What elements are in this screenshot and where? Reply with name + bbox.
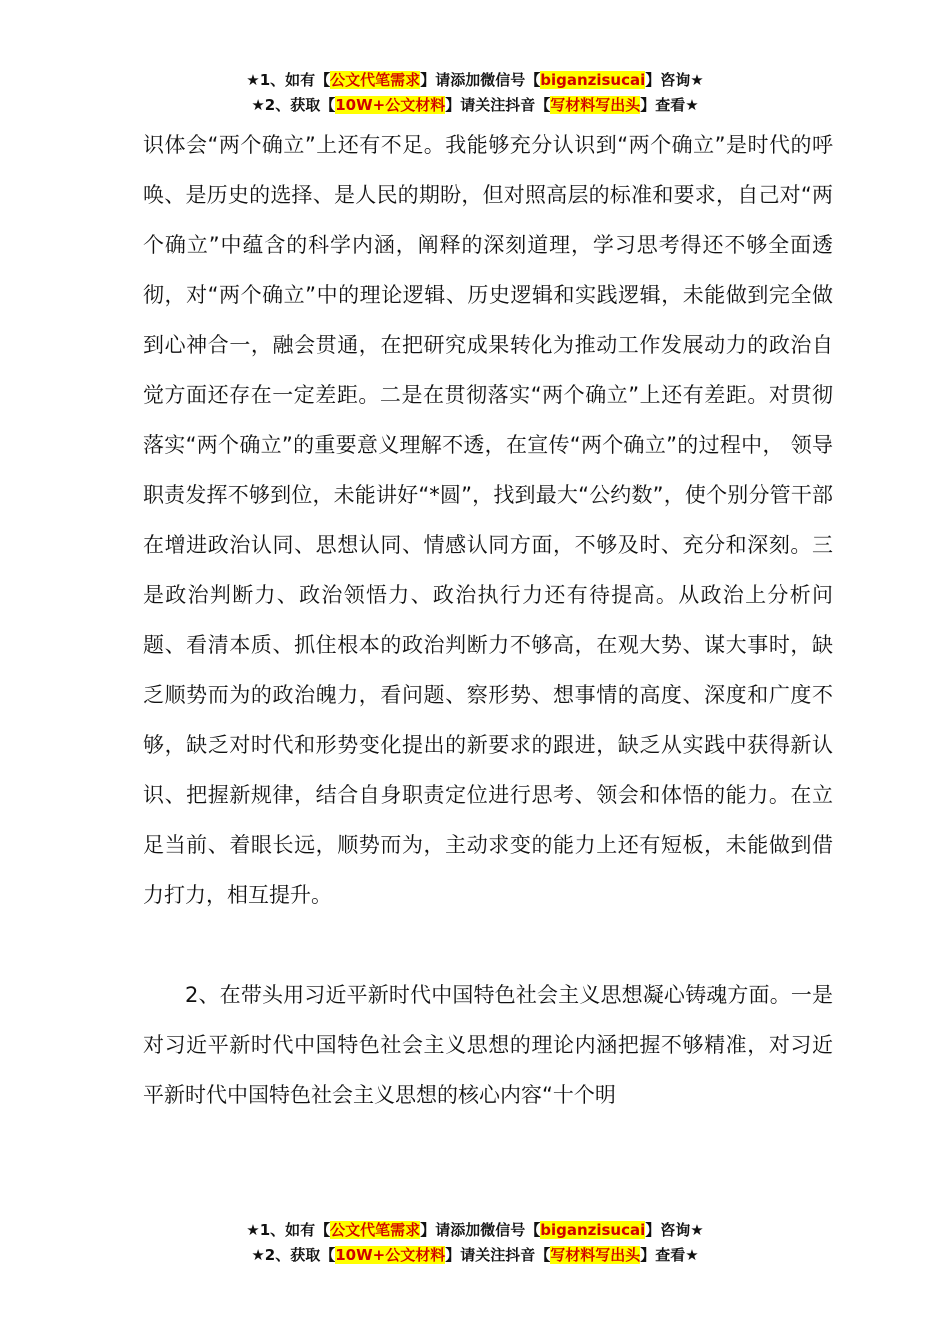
paragraph-gap [143,920,833,970]
banner-line-2 [0,93,950,118]
body-paragraph: 2、在带头用习近平新时代中国特色社会主义思想凝心铸魂方面。一是对习近平新时代中国特色社会主义思想的理论内涵把握不够精准，对习近平新时代中国特色社会主义思想的核心内容“十个明 [143,983,833,1107]
footer-banner [0,1218,950,1268]
banner-text: 】请添加微信号【 [420,1221,541,1239]
banner-highlight: 10W+公文材料 [335,1246,446,1264]
banner-text: ★2、获取【 [251,1246,336,1264]
banner-highlight: 写材料写出头 [550,1246,641,1264]
banner-highlight: 写材料写出头 [550,96,641,114]
banner-line-1 [0,68,950,93]
banner-line-1 [0,1218,950,1243]
banner-text: 】请关注抖音【 [445,1246,551,1264]
banner-text: 】查看★ [640,96,699,114]
banner-text: 】请关注抖音【 [445,96,551,114]
header-banner [0,68,950,118]
body-paragraph: 识体会“两个确立”上还有不足。我能够充分认识到“两个确立”是时代的呼唤、是历史的选择、是人民的期盼，但对照高层的标准和要求，自己对“两个确立”中蕴含的科学内涵，阐释的深刻道理，学习思考得还不够全面透彻，对“两个确立”中的理论逻辑、历史逻辑和实践逻辑，未能做到完全做到心神合一，融会贯通，在把研究成果转化为推动工作发展动力的政治自觉方面还存在一定差距。二是在贯彻落实“两个确立”上还有差距。对贯彻落实“两个确立”的重要意义理解不透，在宣传“两个确立”的过程中， 领导职责发挥不够到位，未能讲好“*圆”，找到最大“公约数”，使个别分管干部在增进政治认同、思想认同、情感认同方面，不够及时、充分和深刻。三是政治判断力、政治领悟力、政治执行力还有待提高。从政治上分析问题、看清本质、抓住根本的政治判断力不够高，在观大势、谋大事时，缺乏顺势而为的政治魄力，看问题、察形势、想事情的高度、深度和广度不够，缺乏对时代和形势变化提出的新要求的跟进，缺乏从实践中获得新认识、把握新规律，结合自身职责定位进行思考、领会和体悟的能力。在立足当前、着眼长远，顺势而为，主动求变的能力上还有短板，未能做到借力打力，相互提升。 [143,133,833,907]
banner-text: ★1、如有【 [246,71,331,89]
banner-text: 】咨询★ [645,71,704,89]
banner-text: ★2、获取【 [251,96,336,114]
document-body [143,120,833,1120]
banner-line-2 [0,1243,950,1268]
banner-text: 】请添加微信号【 [420,71,541,89]
banner-highlight: biganzisucai [540,71,646,89]
banner-highlight: 10W+公文材料 [335,96,446,114]
banner-highlight: 公文代笔需求 [330,1221,421,1239]
banner-text: 】查看★ [640,1246,699,1264]
banner-text: ★1、如有【 [246,1221,331,1239]
banner-highlight: biganzisucai [540,1221,646,1239]
banner-highlight: 公文代笔需求 [330,71,421,89]
banner-text: 】咨询★ [645,1221,704,1239]
